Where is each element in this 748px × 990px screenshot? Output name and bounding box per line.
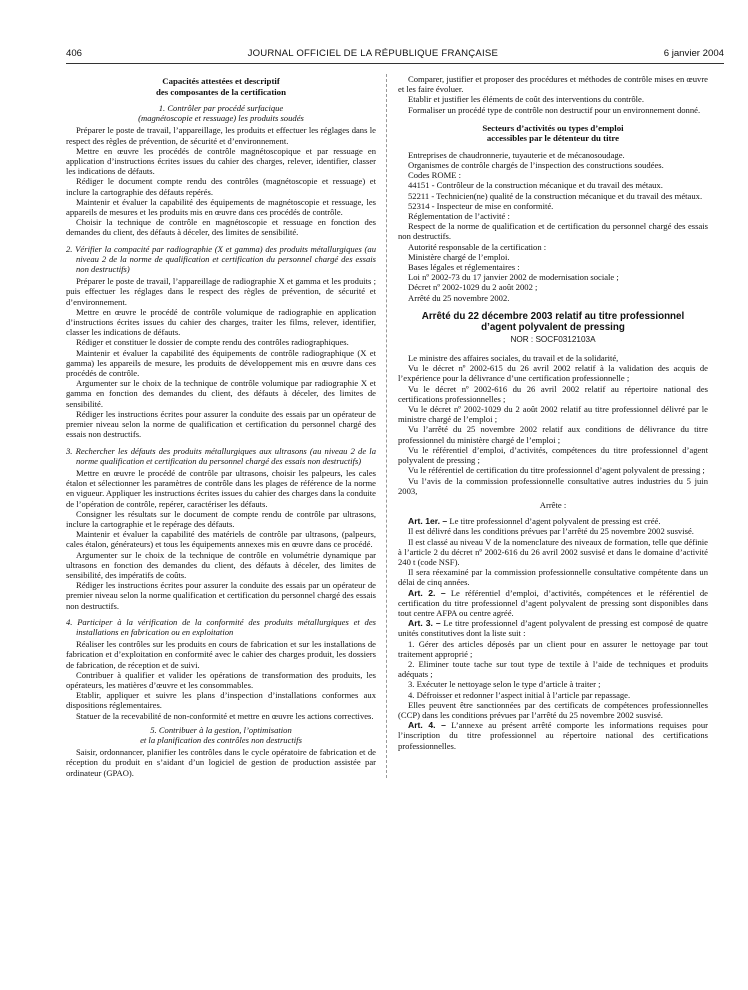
paragraph: 52211 - Technicien(ne) qualité de la construction mécanique et du travail des métaux. (408, 190, 703, 201)
paragraph: Vu le décret nº 2002-615 du 26 avril 2002 relatif à la validation des acquis de l’expérience pour la délivrance d’une certification professionnelle ; (398, 363, 708, 384)
paragraph: Rédiger et constituer le dossier de compte rendu des contrôles radiographiques. (76, 337, 349, 348)
subsection-heading: 5. Contribuer à la gestion, l’optimisation et la planification des contrôles non destructifs (140, 724, 302, 745)
paragraph: Autorité responsable de la certification : (408, 241, 547, 252)
page-number: 406 (66, 48, 83, 59)
article-label: Art. 2. – (408, 587, 446, 598)
paragraph: Mettre en œuvre le procédé de contrôle par ultrasons, choisir les palpeurs, les cales étalon et sélectionner les paramètres de contrôle dans les plages de référence de la norme en vigueur. Appliquer les instructions écrites issues du cahier des charges dans la conduite de l’opération de contrôle, repérer, caractériser les défauts. (66, 467, 376, 509)
paragraph: Il est délivré dans les conditions prévues par l’arrêté du 25 novembre 2002 susvisé. (408, 526, 694, 537)
article-label: Art. 1er. – (408, 516, 448, 527)
article-label: Art. 4. – (408, 720, 446, 731)
paragraph: Le ministre des affaires sociales, du travail et de la solidarité, (408, 353, 619, 364)
paragraph: Elles peuvent être sanctionnées par des certificats de compétences professionnelles (CCP) dans les conditions prévues par l’arrêté du 25 novembre 2002 susvisé. (398, 699, 708, 720)
paragraph: Contribuer à qualifier et valider les opérations de transformation des produits, les opérateurs, les matières d’œuvre et les consommables. (66, 669, 376, 690)
paragraph: Maintenir et évaluer la capabilité des équipements de contrôle radiographique (X et gamma) les appareils de mesure, les produits de développement mis en œuvre dans ces procédés de contrôle. (66, 347, 376, 379)
section-heading: Capacités attestées et descriptif des composantes de la certification (156, 76, 286, 97)
paragraph: Choisir la technique de contrôle en magnétoscopie et ressuage en fonction des demandes du client, des défauts à déceler, des limites de sensibilité. (66, 217, 376, 238)
article-paragraph (398, 618, 708, 638)
paragraph: Préparer le poste de travail, l’appareillage de radiographie X et gamma et les produits ; puis effectuer les réglages dans le respect des règles de prévention, de sécurité et d’environnement. (66, 276, 376, 307)
article-paragraph (398, 588, 708, 619)
paragraph: Saisir, ordonnancer, planifier les contrôles dans le cycle opératoire de fabrication et de réception du produit en s’aidant d’un logiciel de gestion de production assistée par ordinateur (GPAO). (66, 747, 376, 778)
paragraph: Organismes de contrôle chargés de l’inspection des constructions soudées. (408, 160, 664, 171)
article-paragraph (398, 516, 708, 526)
paragraph: Statuer de la recevabilité de non-conformité et mettre en œuvre les actions correctives. (76, 710, 374, 721)
paragraph: Mettre en œuvre les procédés de contrôle magnétoscopique et par ressuage en application d’instructions écrites issues du cahier des charges, relever, identifier, classer les indications de défauts. (66, 145, 376, 177)
paragraph: Formaliser un procédé type de contrôle non destructif pour un environnement donné. (408, 104, 701, 115)
journal-title: JOURNAL OFFICIEL DE LA RÉPUBLIQUE FRANÇAISE (247, 48, 499, 59)
arrete-heading: Arrête : (539, 499, 567, 510)
paragraph: Rédiger le document compte rendu des contrôles (magnétoscopie et ressuage) et inclure la cartographie des défauts repérés. (66, 176, 376, 197)
paragraph: Vu le décret nº 2002-616 du 26 avril 2002 relatif au répertoire national des certifications professionnelles ; (398, 383, 708, 404)
paragraph: Loi nº 2002-73 du 17 janvier 2002 de modernisation sociale ; (408, 272, 619, 283)
article-label: Art. 3. – (408, 618, 441, 629)
section-heading: Secteurs d’activités ou types d’emploi accessibles par le détenteur du titre (482, 122, 624, 144)
spacer (398, 115, 708, 121)
article-text: Le titre professionnel d’agent polyvalent de pressing est composé de quatre unités constitutives dont la liste suit : (398, 618, 708, 639)
header-rule (66, 63, 724, 64)
column-divider (386, 74, 388, 778)
right-column (398, 74, 708, 778)
paragraph: 4. Défroisser et redonner l’aspect initial à l’article par repassage. (408, 689, 631, 700)
paragraph: Mettre en œuvre le procédé de contrôle volumique de radiographie en application d’instructions écrites issues du cahier des charges, traiter les films, relever, identifier, classer les indications de défauts. (66, 306, 376, 338)
paragraph: Maintenir et évaluer la capabilité des équipements de magnétoscopie et ressuage, les appareils de mesures et les produits mis en œuvre dans ces procédés de contrôle. (66, 196, 376, 218)
paragraph: Maintenir et évaluer la capabilité des matériels de contrôle par ultrasons, (palpeurs, cales étalon, générateurs) et tous les équipements annexes mis en œuvre dans ce procédé. (66, 529, 376, 550)
subsection-heading: 1. Contrôler par procédé surfacique (magnétoscopie et ressuage) les produits soudés (138, 103, 304, 124)
numbered-heading: 4. Participer à la vérification de la conformité des produits métallurgiques et des installations en fabrication ou en exploitation (66, 616, 376, 637)
article-paragraph (398, 720, 708, 751)
numbered-heading: 2. Vérifier la compacité par radiographie (X et gamma) des produits métallurgiques (au niveau 2 de la norme de qualification et certification du personnel chargé des essais non destructifs) (66, 243, 376, 275)
paragraph: Consigner les résultats sur le document de compte rendu de contrôle par ultrasons, inclure la cartographie et le repérage des défauts. (66, 508, 376, 529)
columns (66, 74, 724, 778)
paragraph: Bases légales et réglementaires : (408, 262, 520, 273)
decree-title: Arrêté du 22 décembre 2003 relatif au titre professionnel d’agent polyvalent de pressing (421, 310, 685, 333)
paragraph: 3. Exécuter le nettoyage selon le type d’article à traiter ; (408, 679, 601, 690)
paragraph: Etablir et justifier les éléments de coût des interventions du contrôle. (408, 94, 645, 105)
paragraph: Entreprises de chaudronnerie, tuyauterie et de mécanosoudage. (408, 149, 625, 160)
paragraph: Rédiger les instructions écrites pour assurer la conduite des essais par un opérateur de premier niveau selon la norme qualification et certification du personnel chargé des essais non destructifs. (66, 580, 376, 611)
spacer (398, 303, 708, 309)
paragraph: Argumenter sur le choix de la technique de contrôle en volumétrie dynamique par ultrasons en fonction des demandes du client, des défauts à déceler, des limites de sensibilité, des impératifs de coûts. (66, 549, 376, 580)
nor-reference: NOR : SOCF0312103A (510, 334, 596, 344)
paragraph: Vu le décret nº 2002-1029 du 2 août 2002 relatif au titre professionnel délivré par le ministre chargé de l’emploi ; (398, 404, 708, 425)
page-header (66, 48, 724, 63)
paragraph: Codes ROME : (408, 170, 461, 181)
paragraph: Préparer le poste de travail, l’appareillage, les produits et effectuer les réglages dans le respect des règles de prévention, de sécurité et d’environnement. (66, 125, 376, 146)
paragraph: Etablir, appliquer et suivre les plans d’inspection d’installations conformes aux dispositions réglementaires. (66, 690, 376, 711)
paragraph: Rédiger les instructions écrites pour assurer la conduite des essais par un opérateur de premier niveau selon la norme de qualification et certification du personnel chargé des essais non destructifs. (66, 408, 376, 440)
article-text: L’annexe au présent arrêté comporte les informations requises pour l’inscription du titre professionnel au répertoire national des certifications professionnelles. (398, 720, 709, 751)
paragraph: Arrêté du 25 novembre 2002. (408, 292, 510, 303)
paragraph: Ministère chargé de l’emploi. (408, 251, 510, 262)
paragraph: Vu l’avis de la commission professionnelle consultative autres industries du 5 juin 2003, (398, 475, 708, 496)
article-text: Le titre professionnel d’agent polyvalent de pressing est créé. (449, 516, 661, 527)
paragraph: 2. Eliminer toute tache sur tout type de textile à l’aide de techniques et produits adéquats ; (398, 658, 708, 680)
paragraph: Respect de la norme de qualification et de certification du personnel chargé des essais non destructifs. (398, 221, 708, 242)
paragraph: Réglementation de l’activité : (408, 211, 510, 222)
paragraph: Comparer, justifier et proposer des procédures et méthodes de contrôle mises en œuvre et les faire évoluer. (398, 74, 708, 95)
paragraph: Vu l’arrêté du 25 novembre 2002 relatif aux conditions de délivrance du titre professionnel du ministère chargé de l’emploi ; (398, 424, 708, 445)
issue-date: 6 janvier 2004 (663, 48, 724, 59)
paragraph: Réaliser les contrôles sur les produits en cours de fabrication et sur les installations de fabrication et d’exploitation en conformité avec le cahier des charges produit, les dossiers de fabrication, de réception et de suivi. (66, 639, 376, 670)
paragraph: Argumenter sur le choix de la technique de contrôle volumique par radiographie X et gamma en fonction des demandes du client, des défauts à déceler, des limites de sensibilité. (66, 378, 376, 409)
paragraph: Décret nº 2002-1029 du 2 août 2002 ; (408, 282, 538, 293)
paragraph: Il est classé au niveau V de la nomenclature des niveaux de formation, telle que définie à l’article 2 du décret nº 2002-616 du 26 avril 2002 susvisé et dans le domaine d’activité 240 t (code NSF). (398, 536, 708, 567)
left-column (66, 74, 376, 778)
paragraph: 1. Gérer des articles déposés par un client pour en assurer le nettoyage par tout traitement approprié ; (398, 638, 708, 659)
paragraph: 44151 - Contrôleur de la construction mécanique et du travail des métaux. (408, 180, 663, 191)
paragraph: Vu le référentiel de certification du titre professionnel d’agent polyvalent de pressing ; (408, 465, 705, 476)
paragraph: 52314 - Inspecteur de mise en conformité. (408, 200, 554, 211)
paragraph: Il sera réexaminé par la commission professionnelle consultative compétente dans un délai de cinq années. (398, 567, 708, 588)
article-text: Le référentiel d’emploi, d’activités, compétences et le référentiel de certification du titre professionnel d’agent polyvalent de pressing sont disponibles dans tout centre AFPA ou centre agréé. (398, 587, 708, 618)
numbered-heading: 3. Rechercher les défauts des produits métallurgiques aux ultrasons (au niveau 2 de la norme qualification et certification du personnel chargé des essais non destructifs) (66, 445, 376, 466)
paragraph: Vu le référentiel d’emploi, d’activités, compétences du titre professionnel d’agent polyvalent de pressing ; (398, 444, 708, 466)
